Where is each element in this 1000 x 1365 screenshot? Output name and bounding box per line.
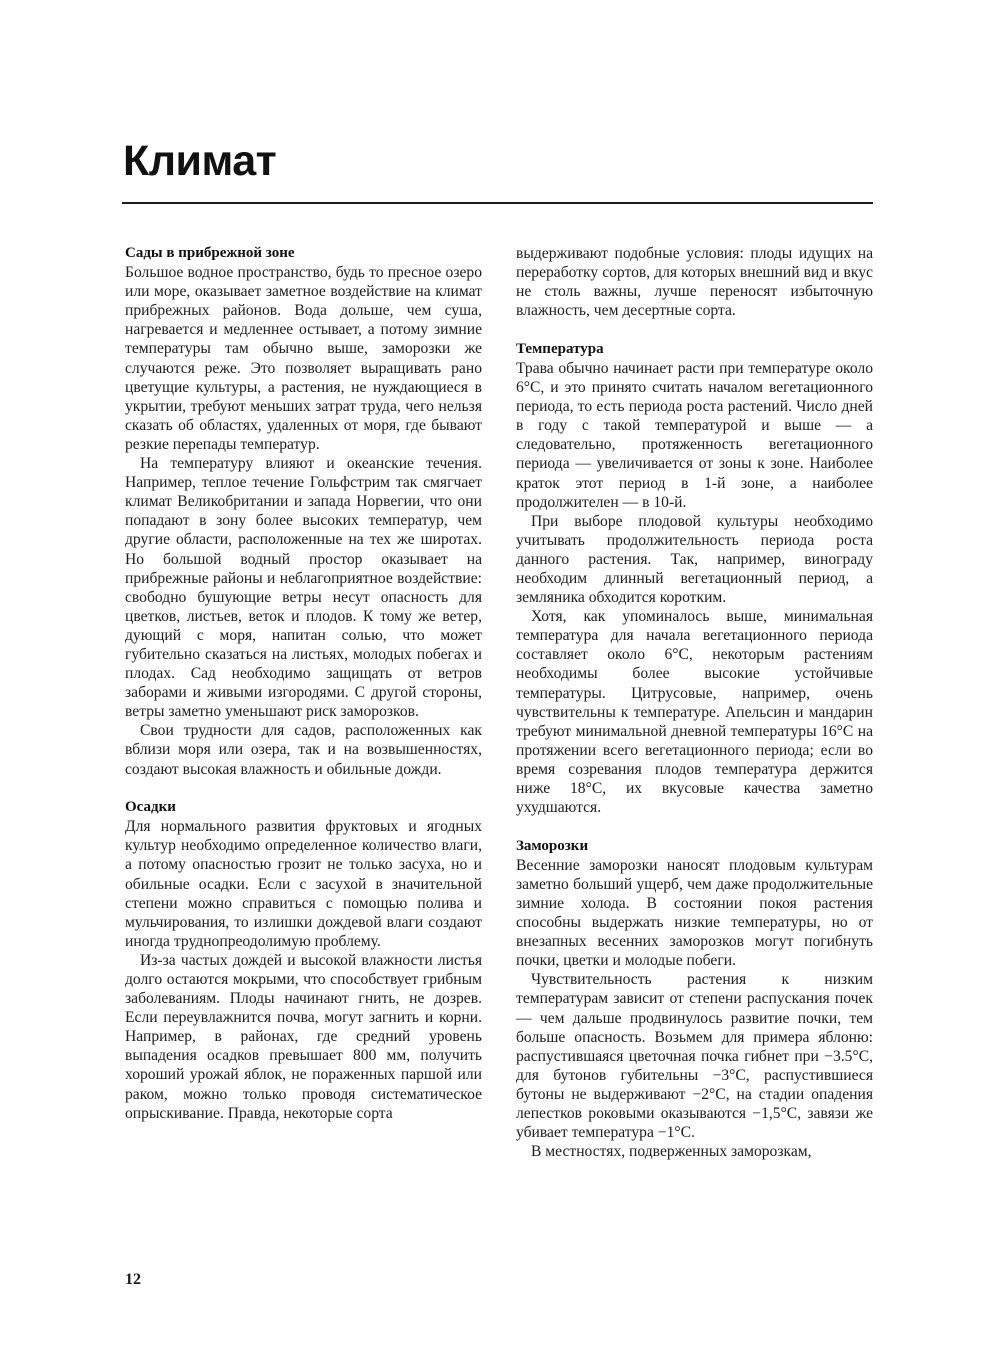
page-number: 12 (125, 1271, 141, 1288)
section-heading: Осадки (125, 799, 176, 816)
paragraph: Из-за частых дождей и высокой влажности листья долго остаются мокрыми, что способствует грибным заболеваниям. Плоды начинают гнить, не дозрев. Если переувлажнится почва, могут загнить и корни. Например, в районах, где средний уровень выпадения осадков превышает 800 мм, получить хороший урожай яблок, не пораженных паршой или раком, можно только проводя систематическое опрыскивание. Правда, некоторые сорта (125, 951, 482, 1122)
section-coastal-gardens (125, 244, 482, 779)
section-heading: Заморозки (516, 837, 589, 854)
paragraph: Чувствительность растения к низким температурам зависит от степени распускания почек — чем дальше продвинулось развитие почки, тем больше опасность. Возьмем для примера яблоню: распустившаяся цветочная почка гибнет при −3.5°С, для бутонов губительны −3°С, распустившиеся бутоны не выдерживают −2°С, на стадии опадения лепестков роковыми оказываются −1,5°С, завязи же убивает температура −1°С. (516, 971, 873, 1142)
section-spacer (516, 320, 873, 340)
section-frosts (516, 837, 873, 1162)
section-heading: Сады в прибрежной зоне (125, 245, 295, 261)
left-column (125, 244, 482, 1123)
paragraph: При выборе плодовой культуры необходимо учитывать продолжительность периода роста данного растения. Так, например, винограду необходим длинный вегетационный период, а земляника обходится коротким. (516, 512, 873, 607)
paragraph: Трава обычно начинает расти при температуре около 6°С, и это принято считать началом вегетационного периода, то есть периода роста растений. Число дней в году с такой температурой и выше — а следовательно, протяженность вегетационного периода — увеличивается от зоны к зоне. Наиболее краток этот период в 1-й зоне, а наиболее продолжителен — в 10-й. (516, 359, 873, 511)
section-heading: Температура (516, 340, 604, 357)
section-spacer (516, 817, 873, 837)
paragraph: Весенние заморозки наносят плодовым культурам заметно больший ущерб, чем даже продолжительные зимние холода. В состоянии покоя растения способны выдержать низкие температуры, но от внезапных весенних заморозков могут погибнуть почки, цветки и молодые побеги. (516, 856, 873, 970)
paragraph: Для нормального развития фруктовых и ягодных культур необходимо определенное количество влаги, а потому опасностью грозит не только засуха, но и обильные осадки. Если с засухой в значительной степени можно справиться с помощью полива и мульчирования, то излишки дождевой влаги создают иногда труднопреодолимую проблему. (125, 818, 482, 950)
paragraph: Свои трудности для садов, расположенных как вблизи моря или озера, так и на возвышенностях, создают высокая влажность и обильные дожди. (125, 722, 482, 778)
paragraph: Хотя, как упоминалось выше, минимальная температура для начала вегетационного периода составляет около 6°С, некоторым растениям необходимы более высокие устойчивые температуры. Цитрусовые, например, очень чувствительны к температуре. Апельсин и мандарин требуют минимальной дневной температуры 16°С на протяжении всего вегетационного периода; если во время созревания плодов температура держится ниже 18°С, их вкусовые качества заметно ухудшаются. (516, 608, 873, 817)
title-divider (122, 202, 873, 204)
chapter-title: Климат (123, 137, 277, 185)
section-spacer (125, 779, 482, 799)
paragraph: В местностях, подверженных заморозкам, (531, 1143, 812, 1161)
section-precipitation (125, 798, 482, 1123)
paragraph: На температуру влияют и океанские течения. Например, теплое течение Гольфстрим так смягчает климат Великобритании и запада Норвегии, что они попадают в зону более высоких температур, чем другие области, расположенные на тех же широтах. Но большой водный простор оказывает на прибрежные районы и неблагоприятное воздействие: свободно бушующие ветры несут опасность для цветков, листьев, веток и плодов. К тому же ветер, дующий с моря, напитан солью, что может губительно сказаться на листьях, молодых побегах и плодах. Сад необходимо защищать от ветров заборами и живыми изгородями. С другой стороны, ветры заметно уменьшают риск заморозков. (125, 455, 482, 721)
paragraph: Большое водное пространство, будь то пресное озеро или море, оказывает заметное воздействие на климат прибрежных районов. Вода дольше, чем суша, нагревается и медленнее остывает, а потому зимние температуры там обычно выше, заморозки же случаются реже. Это позволяет выращивать рано цветущие культуры, а растения, не нуждающиеся в укрытии, требуют меньших затрат труда, чего нельзя сказать об областях, удаленных от моря, где бывают резкие перепады температур. (125, 264, 482, 453)
section-temperature (516, 340, 873, 817)
right-column (516, 244, 873, 1161)
continuation-paragraph: выдерживают подобные условия: плоды идущих на переработку сортов, для которых внешний вид и вкус не столь важны, лучше переносят избыточную влажность, чем десертные сорта. (516, 245, 873, 320)
